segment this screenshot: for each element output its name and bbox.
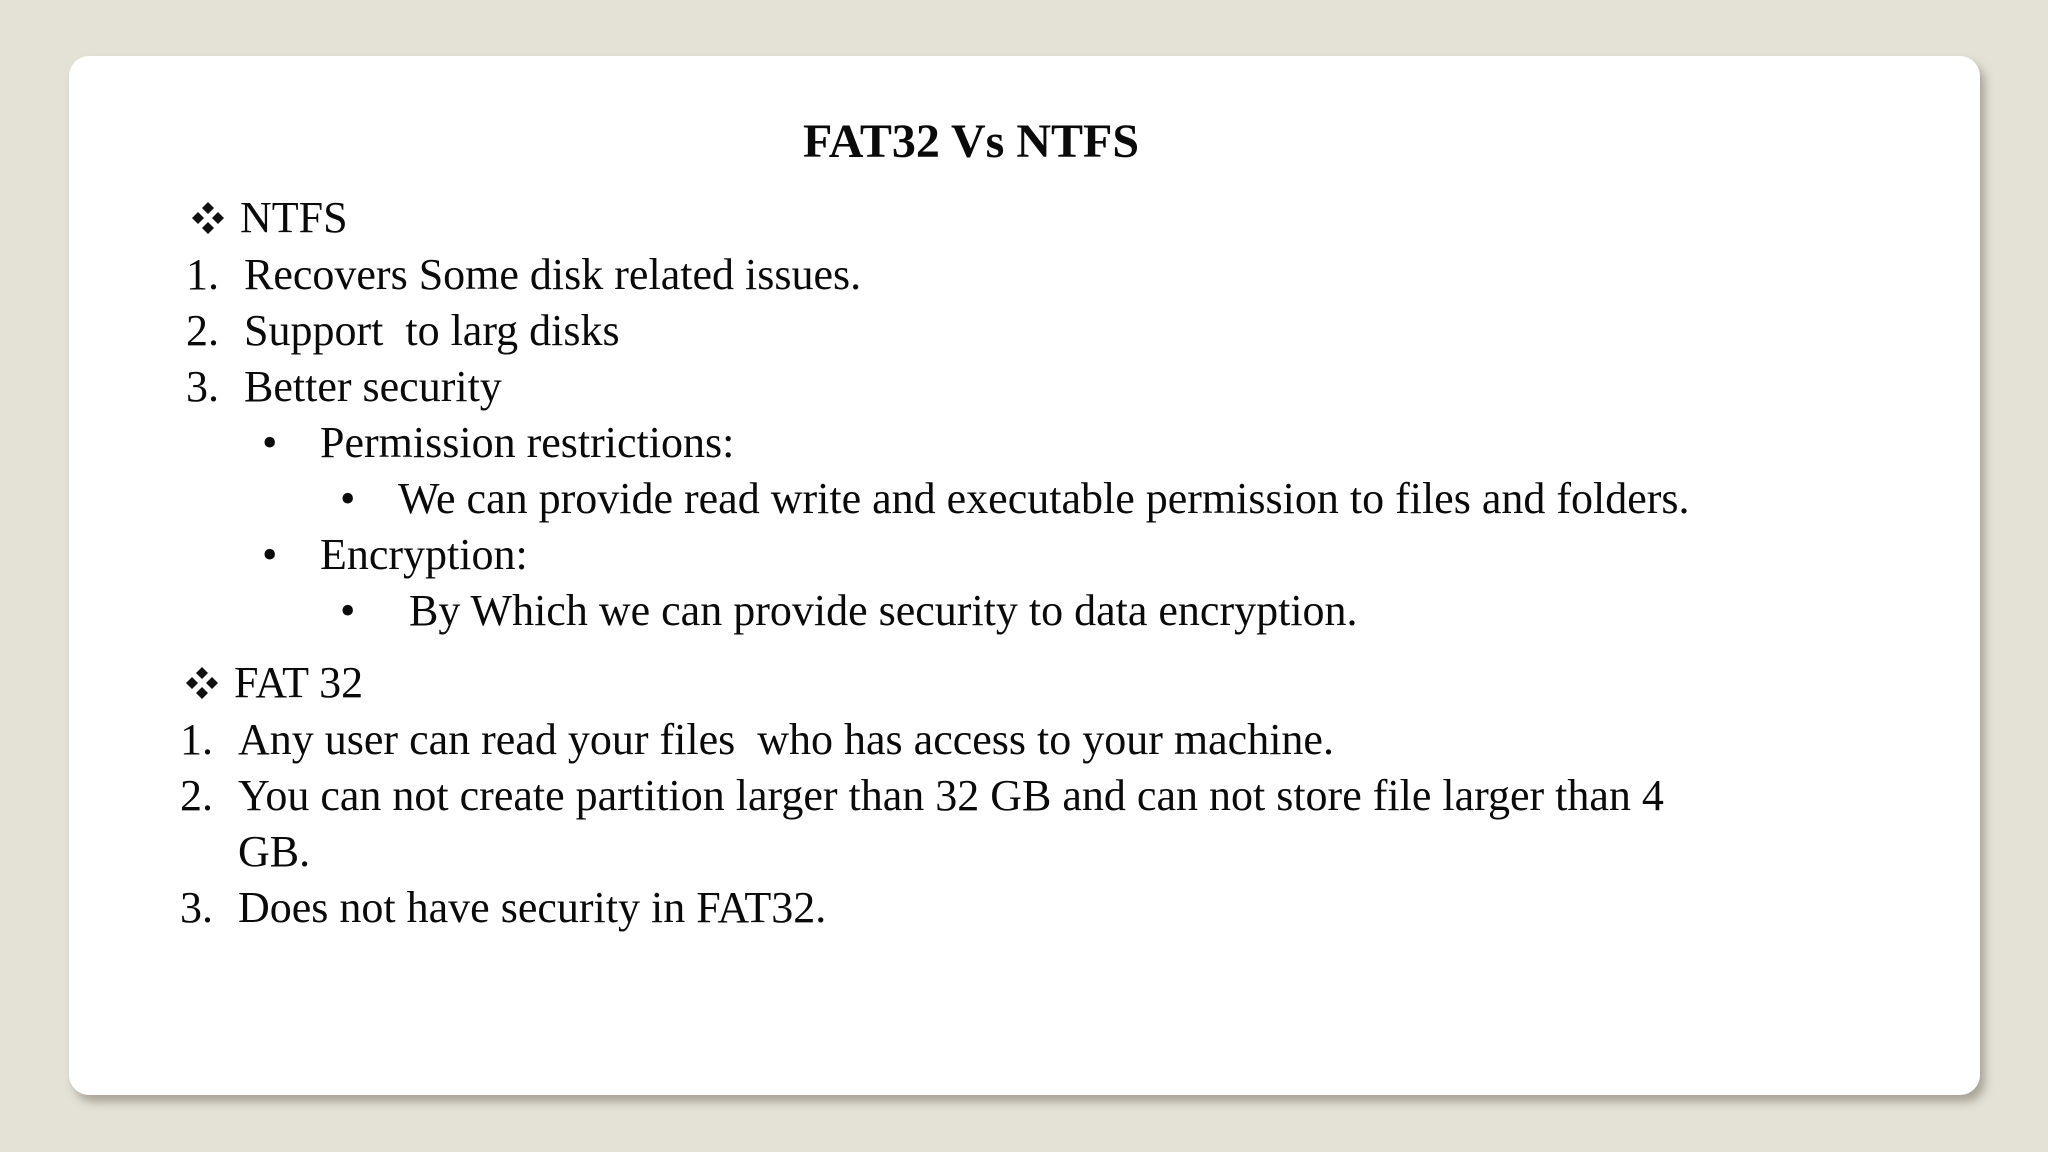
security-point-detail: By Which we can provide security to data encryption. [409, 586, 1358, 635]
fat32-heading: FAT 32 [234, 658, 364, 707]
ntfs-item-text: Support to larg disks [244, 306, 620, 355]
bullet-dot: • [262, 418, 278, 467]
security-point-detail: We can provide read write and executable permission to files and folders. [398, 474, 1690, 523]
fat32-item-number: 3. [180, 883, 213, 932]
slide-title: FAT32 Vs NTFS [802, 115, 1140, 168]
bullet-dot: • [262, 530, 278, 579]
security-point-label: Permission restrictions: [320, 418, 735, 467]
ntfs-item-number: 3. [186, 362, 219, 411]
four-diamond-bullet-icon [191, 201, 225, 235]
fat32-item-text: You can not create partition larger than 32 GB and can not store file larger than 4 [238, 771, 1664, 820]
ntfs-item-number: 2. [186, 306, 219, 355]
ntfs-heading: NTFS [240, 193, 348, 242]
fat32-item-number: 2. [180, 771, 213, 820]
bullet-dot: • [340, 586, 356, 635]
fat32-item-text: Does not have security in FAT32. [238, 883, 827, 932]
ntfs-item-text: Recovers Some disk related issues. [244, 250, 862, 299]
ntfs-item-number: 1. [186, 250, 219, 299]
security-point-label: Encryption: [320, 530, 528, 579]
fat32-item-text-continuation: GB. [238, 827, 311, 876]
fat32-item-number: 1. [180, 715, 213, 764]
bullet-dot: • [340, 474, 356, 523]
four-diamond-bullet-icon [185, 666, 219, 700]
fat32-item-text: Any user can read your files who has access to your machine. [238, 715, 1334, 764]
ntfs-item-text: Better security [244, 362, 502, 411]
